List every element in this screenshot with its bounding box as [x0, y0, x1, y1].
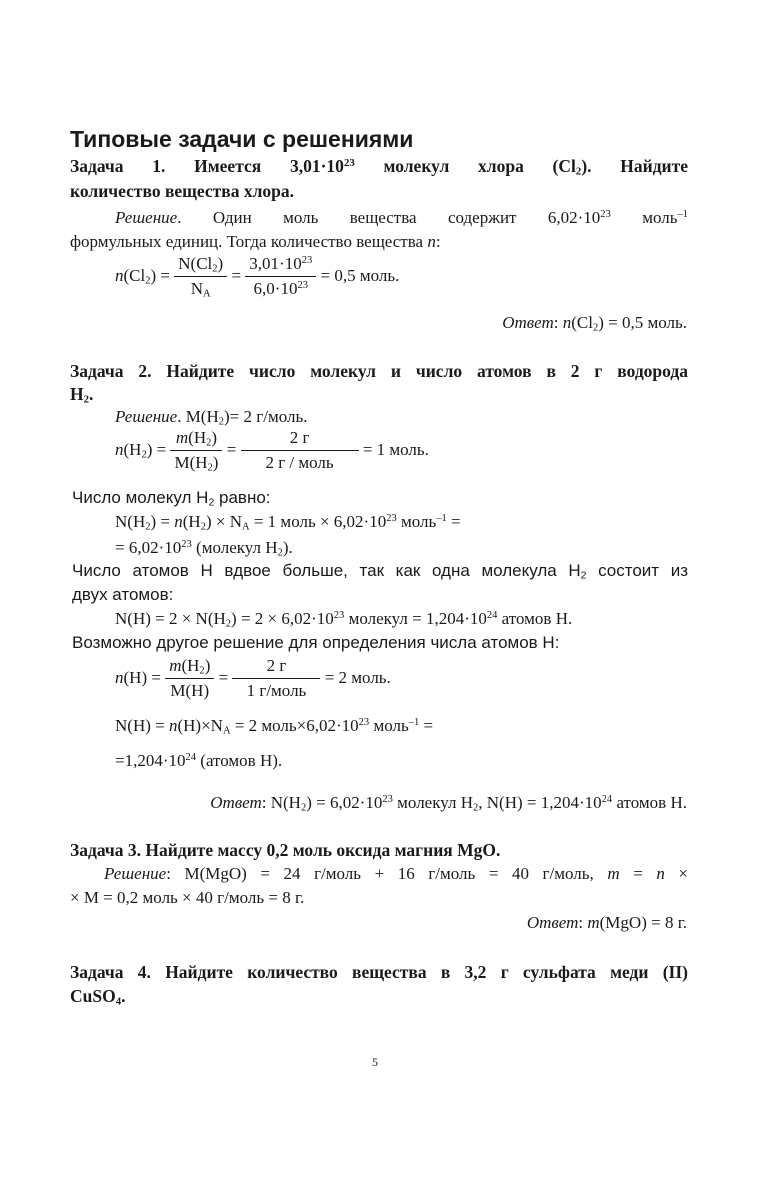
task-3-statement: Задача 3. Найдите массу 0,2 моль оксида магния MgO. — [70, 840, 501, 860]
task-2-equation-e: $=1,204\cdot 10^{24}$ (атомов H). — [115, 751, 283, 770]
fraction: $\frac{m(H_2)}{M(H_2)}$ — [170, 428, 222, 474]
fraction: $\frac{3,01\cdot 10^{23}}{6,0\cdot 10^{23}}$ — [245, 254, 316, 300]
task-1-statement-line2: количество вещества хлора. — [70, 181, 295, 201]
task-1-solution: Решение. Один моль вещества содержит $6,02\cdot 10^{23}$ моль$^{-1}$ — [115, 208, 688, 227]
task-2-molecules-line: Число молекул $H_2$ равно: — [72, 488, 271, 509]
fraction: $\frac{2 г}{\text{2 г / моль}}$ — [241, 428, 359, 474]
task-2-equation-d: $N(H) = n(H)\times N_A = 2$ $моль\times 6,02\cdot 10^{23}$ моль$^{-1}$ = — [115, 716, 434, 737]
task-3-answer: Ответ: m(MgO) = 8 г. — [526, 913, 687, 932]
task-2-answer: Ответ: $N(H_2) = 6,02\cdot 10^{23}$ молекул $H_2$, $N(H) = 1,204\cdot 10^{24}$ атомов H. — [210, 793, 687, 814]
task-2-equation-c: $N(H) = 2 \times N(H_2) = 2 \times 6,02\cdot 10^{23}$ молекул = $1,204\cdot 10^{24}$ атомов H. — [115, 609, 573, 630]
task-2-alternative-line: Возможно другое решение для определения числа атомов H: — [72, 633, 560, 652]
page-number: 5 — [372, 1055, 378, 1069]
task-2-equation-b: = $6,02\cdot 10^{23}$ (молекул $H_2$). — [115, 538, 293, 559]
task-1-statement: Задача 1. Имеется $3,01\cdot 10^{23}$ молекул хлора $(Cl_2)$. Найдите — [70, 156, 688, 178]
task-4-statement-line2: CuSO$_4$. — [70, 986, 126, 1008]
task-2-atoms-line2: двух атомов: — [72, 585, 174, 604]
task-2-statement: Задача 2. Найдите число молекул и число атомов в 2 г водорода — [70, 361, 689, 381]
fraction: $\frac{m(H_2)}{M(H)}$ — [165, 656, 214, 702]
fraction: $\frac{N(Cl_2)}{N_A}$ — [174, 254, 227, 300]
task-2-formula-2: n(H) = $\frac{m(H_2)}{M(H)}$ = $\frac{2 г}{\text{1 г/моль}}$ = 2 моль. — [115, 656, 391, 701]
fraction: $\frac{2 г}{\text{1 г/моль}}$ — [232, 656, 320, 702]
page-title: Типовые задачи с решениями — [70, 126, 414, 152]
task-1-formula: $n(Cl_2)$ = $\frac{N(Cl_2)}{N_A}$ = $\frac{3,01\cdot 10^{23}}{6,0\cdot 10^{23}}$ = 0,5 моль. — [115, 254, 400, 301]
task-3-solution: Решение: M(MgO) = 24 г/моль + 16 г/моль = 40 г/моль, m = n × — [104, 864, 688, 883]
task-4-statement: Задача 4. Найдите количество вещества в 3,2 г сульфата меди (II) — [70, 962, 689, 982]
task-2-statement-line2: $H_2$. — [70, 384, 94, 406]
task-2-solution: Решение. $M(H_2)= 2$ г/моль. — [115, 407, 308, 428]
task-1-answer: Ответ: $n(Cl_2) = 0,5$ моль. — [502, 313, 687, 334]
task-3-solution-line2: × M = 0,2 моль × 40 г/моль = 8 г. — [70, 888, 305, 907]
task-2-equation-a: $N(H_2) = n(H_2) \times N_A = 1$ моль × $6,02\cdot 10^{23}$ моль$^{-1}$ = — [115, 512, 461, 533]
task-1-solution-line2: формульных единиц. Тогда количество вещества n: — [70, 232, 441, 251]
task-2-atoms-line: Число атомов H вдвое больше, так как одна молекула $H_2$ состоит из — [72, 561, 689, 582]
task-2-formula-1: $n(H_2)$ = $\frac{m(H_2)}{M(H_2)}$ = $\frac{2 г}{\text{2 г / моль}}$ = 1 моль. — [115, 428, 429, 475]
